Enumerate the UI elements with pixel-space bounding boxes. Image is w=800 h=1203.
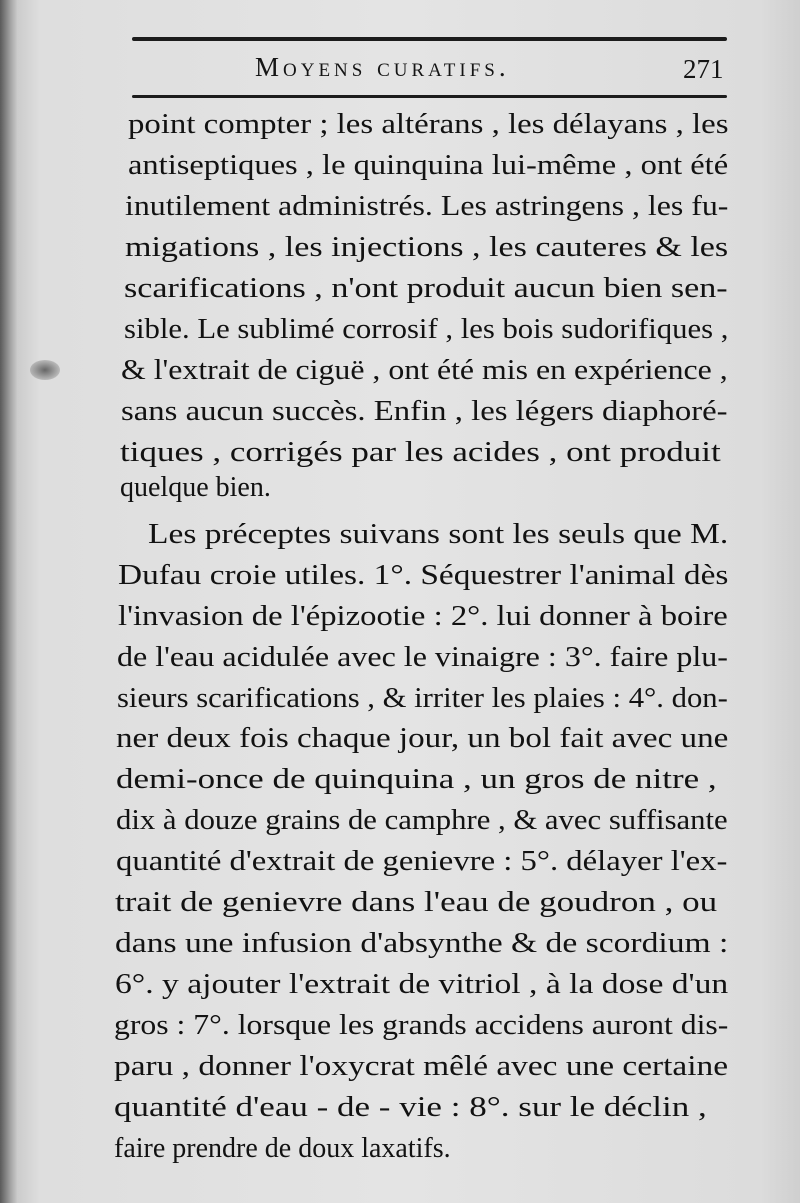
text-line: dix à douze grains de camphre , & avec suffisante [116, 805, 728, 836]
text-line: sible. Le sublimé corrosif , les bois sudorifiques , [124, 314, 729, 345]
text-line: inutilement administrés. Les astringens , les fu- [125, 191, 729, 222]
text-line: faire prendre de doux laxatifs. [114, 1133, 451, 1164]
text-line: migations , les injections , les cauteres & les [125, 232, 729, 263]
text-line: sans aucun succès. Enfin , les légers diaphoré- [121, 396, 728, 427]
text-line: 6°. y ajouter l'extrait de vitriol , à la dose d'un [115, 969, 729, 1000]
text-line: sieurs scarifications , & irriter les plaies : 4°. don- [117, 683, 728, 714]
text-line: quelque bien. [120, 472, 271, 503]
text-line: point compter ; les altérans , les délayans , les [128, 109, 729, 140]
text-line: ner deux fois chaque jour, un bol fait avec une [116, 723, 729, 754]
text-line: trait de genievre dans l'eau de goudron , ou [115, 887, 718, 918]
text-line: dans une infusion d'absynthe & de scordium : [115, 928, 729, 959]
paragraph-first-line: Les préceptes suivans sont les seuls que M. [148, 519, 729, 550]
text-line: demi-once de quinquina , un gros de nitre , [116, 764, 717, 795]
text-line: paru , donner l'oxycrat mêlé avec une certaine [114, 1051, 729, 1082]
text-line: & l'extrait de ciguë , ont été mis en expérience , [121, 355, 728, 386]
text-line: l'invasion de l'épizootie : 2°. lui donner à boire [118, 601, 728, 632]
header-rule-top [132, 37, 727, 41]
text-line: quantité d'extrait de genievre : 5°. délayer l'ex- [116, 846, 728, 877]
text-line: Dufau croie utiles. 1°. Séquestrer l'animal dès [118, 560, 729, 591]
page-number: 271 [683, 54, 724, 84]
text-line: antiseptiques , le quinquina lui-même , ont été [128, 150, 729, 181]
text-line: scarifications , n'ont produit aucun bien sen- [124, 273, 728, 304]
page-binding-shadow [0, 0, 18, 1203]
text-line: gros : 7°. lorsque les grands accidens auront dis- [114, 1010, 729, 1041]
ink-smudge [30, 360, 60, 380]
header-rule-bottom [132, 95, 727, 98]
text-line: quantité d'eau - de - vie : 8°. sur le déclin , [114, 1092, 707, 1123]
running-title: Moyens curatifs. [255, 52, 510, 82]
text-line: tiques , corrigés par les acides , ont produit [120, 437, 721, 468]
text-line: de l'eau acidulée avec le vinaigre : 3°. faire plu- [117, 642, 728, 673]
